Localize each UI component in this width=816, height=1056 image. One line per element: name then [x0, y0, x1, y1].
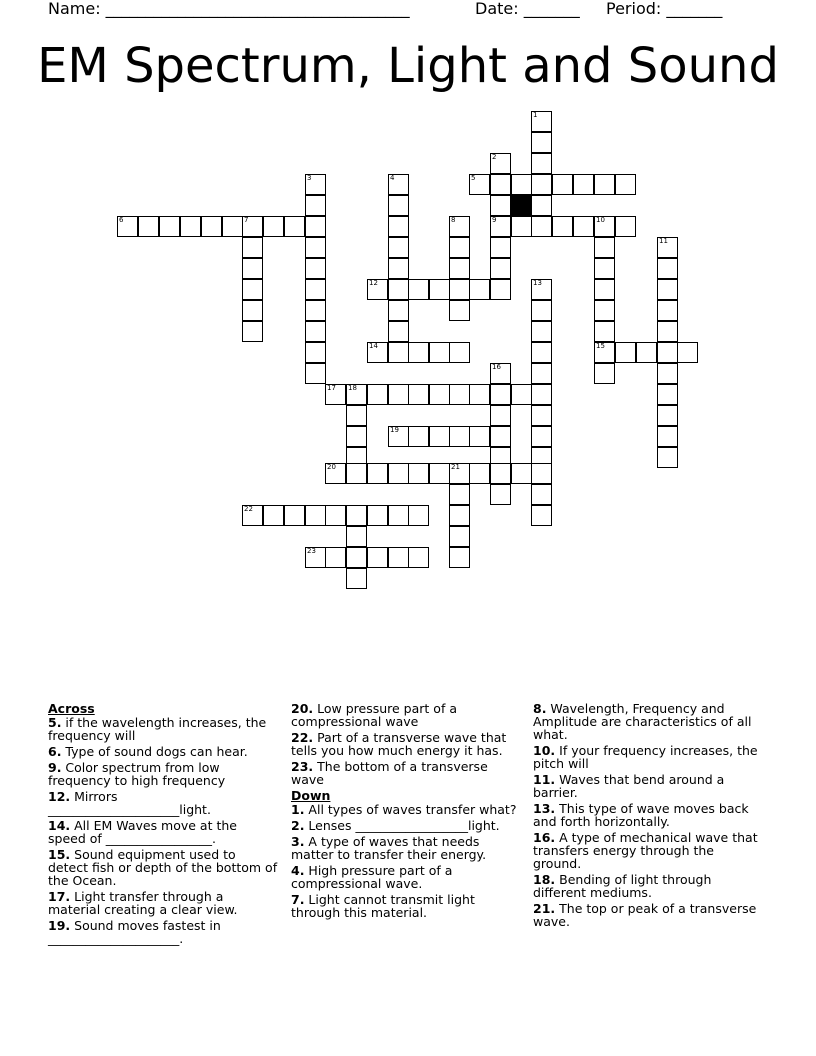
grid-cell[interactable]: [429, 463, 450, 484]
grid-cell[interactable]: [388, 463, 409, 484]
clue-number: 12.: [48, 789, 71, 804]
clue-number: 9.: [48, 760, 62, 775]
down-clue: [533, 831, 763, 870]
grid-cell[interactable]: [180, 216, 201, 237]
grid-cell[interactable]: [305, 279, 326, 300]
grid-cell[interactable]: [636, 342, 657, 363]
down-clue: [533, 802, 763, 828]
grid-cell[interactable]: [657, 279, 678, 300]
grid-cell[interactable]: [531, 426, 552, 447]
grid-cell[interactable]: [305, 321, 326, 342]
cell-number: 19: [390, 426, 399, 434]
grid-cell[interactable]: [408, 342, 429, 363]
grid-cell[interactable]: [449, 526, 470, 547]
clues-column-3: [533, 702, 763, 931]
cell-number: 5: [471, 174, 476, 182]
clue-number: 10.: [533, 743, 556, 758]
clue-text: Low pressure part of a compressional wave: [291, 701, 457, 729]
clues-column-2: [291, 702, 521, 922]
grid-cell[interactable]: [594, 321, 615, 342]
clue-text: A type of mechanical wave that transfers energy through the ground.: [533, 830, 758, 871]
grid-cell[interactable]: [449, 384, 470, 405]
grid-cell[interactable]: [367, 384, 388, 405]
down-clue: [291, 803, 521, 816]
grid-cell[interactable]: [531, 216, 552, 237]
date-field[interactable]: Date: _______: [475, 0, 580, 18]
grid-cell[interactable]: [657, 258, 678, 279]
grid-cell[interactable]: [531, 405, 552, 426]
grid-cell[interactable]: [305, 300, 326, 321]
grid-cell[interactable]: [429, 342, 450, 363]
clue-number: 8.: [533, 701, 547, 716]
grid-cell[interactable]: [490, 405, 511, 426]
grid-cell[interactable]: [490, 279, 511, 300]
grid-cell[interactable]: [242, 300, 263, 321]
grid-cell[interactable]: [511, 216, 532, 237]
cell-number: 20: [327, 463, 336, 471]
across-clue: [48, 745, 278, 758]
clue-text: Lenses __________________light.: [304, 818, 500, 833]
grid-cell[interactable]: [305, 342, 326, 363]
page-title: EM Spectrum, Light and Sound: [37, 38, 779, 94]
grid-cell[interactable]: [449, 258, 470, 279]
grid-cell[interactable]: [552, 174, 573, 195]
grid-cell[interactable]: [284, 216, 305, 237]
grid-cell[interactable]: [388, 505, 409, 526]
clue-number: 15.: [48, 847, 71, 862]
clue-number: 23.: [291, 759, 314, 774]
across-clue: [48, 848, 278, 887]
grid-cell[interactable]: [677, 342, 698, 363]
clue-number: 2.: [291, 818, 305, 833]
grid-cell[interactable]: [531, 505, 552, 526]
grid-cell[interactable]: [594, 279, 615, 300]
grid-cell[interactable]: [263, 216, 284, 237]
clue-number: 13.: [533, 801, 556, 816]
clue-text: Light transfer through a material creating a clear view.: [48, 889, 238, 917]
grid-cell[interactable]: [594, 300, 615, 321]
down-clue: [533, 773, 763, 799]
grid-cell[interactable]: [408, 384, 429, 405]
grid-cell[interactable]: [305, 216, 326, 237]
grid-cell[interactable]: [531, 363, 552, 384]
clue-text: The top or peak of a transverse wave.: [533, 901, 757, 929]
cell-number: 3: [307, 174, 312, 182]
clue-number: 3.: [291, 834, 305, 849]
grid-cell[interactable]: [490, 258, 511, 279]
cell-number: 22: [244, 505, 253, 513]
grid-cell[interactable]: [615, 174, 636, 195]
grid-cell[interactable]: [429, 384, 450, 405]
cell-number: 10: [596, 216, 605, 224]
across-clue: [48, 790, 278, 816]
grid-cell[interactable]: [511, 384, 532, 405]
grid-cell[interactable]: [490, 195, 511, 216]
grid-cell[interactable]: [242, 279, 263, 300]
clue-number: 14.: [48, 818, 71, 833]
grid-cell[interactable]: [367, 547, 388, 568]
grid-cell[interactable]: [531, 132, 552, 153]
grid-cell[interactable]: [573, 174, 594, 195]
clue-number: 4.: [291, 863, 305, 878]
grid-cell[interactable]: [305, 195, 326, 216]
grid-cell[interactable]: [657, 342, 678, 363]
grid-cell[interactable]: [490, 237, 511, 258]
grid-cell[interactable]: [408, 279, 429, 300]
across-clue: [291, 731, 521, 757]
grid-cell[interactable]: [346, 426, 367, 447]
clue-number: 22.: [291, 730, 314, 745]
grid-cell[interactable]: [449, 426, 470, 447]
grid-cell[interactable]: [531, 195, 552, 216]
grid-cell[interactable]: [346, 547, 367, 568]
grid-cell[interactable]: [490, 426, 511, 447]
grid-cell[interactable]: [469, 279, 490, 300]
grid-cell[interactable]: [346, 463, 367, 484]
clue-text: Bending of light through different mediums.: [533, 872, 712, 900]
cell-number: 13: [533, 279, 542, 287]
cell-number: 18: [348, 384, 357, 392]
grid-cell[interactable]: [657, 384, 678, 405]
grid-cell[interactable]: [531, 342, 552, 363]
clue-text: Light cannot transmit light through this material.: [291, 892, 475, 920]
grid-cell[interactable]: [388, 547, 409, 568]
clue-number: 7.: [291, 892, 305, 907]
grid-cell[interactable]: [138, 216, 159, 237]
clue-text: Type of sound dogs can hear.: [61, 744, 248, 759]
grid-cell[interactable]: [449, 484, 470, 505]
down-clue: [291, 819, 521, 832]
clue-text: Wavelength, Frequency and Amplitude are characteristics of all what.: [533, 701, 752, 742]
grid-cell[interactable]: [657, 321, 678, 342]
grid-cell[interactable]: [657, 426, 678, 447]
grid-cell[interactable]: [346, 568, 367, 589]
down-clue: [533, 902, 763, 928]
clue-text: Color spectrum from low frequency to high frequency: [48, 760, 226, 788]
across-clue: [48, 890, 278, 916]
down-clue: [291, 864, 521, 890]
grid-cell[interactable]: [657, 363, 678, 384]
grid-cell[interactable]: [284, 505, 305, 526]
cell-number: 17: [327, 384, 336, 392]
across-heading: Across: [48, 701, 95, 716]
clue-text: if the wavelength increases, the frequency will: [48, 715, 267, 743]
clue-number: 17.: [48, 889, 71, 904]
grid-cell[interactable]: [305, 237, 326, 258]
grid-cell[interactable]: [449, 300, 470, 321]
clues-column-1: [48, 702, 278, 948]
clue-text: The bottom of a transverse wave: [291, 759, 488, 787]
grid-cell[interactable]: [325, 547, 346, 568]
grid-cell[interactable]: [573, 216, 594, 237]
grid-cell[interactable]: [305, 505, 326, 526]
grid-cell[interactable]: [346, 405, 367, 426]
grid-cell[interactable]: [449, 505, 470, 526]
cell-number: 8: [451, 216, 456, 224]
grid-cell[interactable]: [367, 463, 388, 484]
cell-number: 15: [596, 342, 605, 350]
down-heading: Down: [291, 788, 331, 803]
grid-cell[interactable]: [388, 321, 409, 342]
grid-cell[interactable]: [305, 258, 326, 279]
grid-cell[interactable]: [490, 463, 511, 484]
grid-cell[interactable]: [388, 237, 409, 258]
grid-cell[interactable]: [263, 505, 284, 526]
grid-cell[interactable]: [346, 505, 367, 526]
grid-cell[interactable]: [388, 279, 409, 300]
grid-cell[interactable]: [388, 258, 409, 279]
grid-cell[interactable]: [469, 426, 490, 447]
cell-number: 6: [119, 216, 124, 224]
clue-number: 18.: [533, 872, 556, 887]
grid-cell[interactable]: [594, 174, 615, 195]
grid-cell[interactable]: [511, 174, 532, 195]
grid-cell[interactable]: [346, 526, 367, 547]
across-clue: [291, 702, 521, 728]
grid-cell[interactable]: [388, 300, 409, 321]
grid-black-cell: [511, 195, 532, 216]
down-clue: [291, 893, 521, 919]
clue-number: 6.: [48, 744, 62, 759]
grid-cell[interactable]: [511, 463, 532, 484]
clue-text: Sound moves fastest in _____________________.: [48, 918, 221, 946]
grid-cell[interactable]: [531, 384, 552, 405]
clue-text: All types of waves transfer what?: [304, 802, 517, 817]
grid-cell[interactable]: [222, 216, 243, 237]
name-field[interactable]: Name: ______________________________________: [48, 0, 410, 18]
clue-number: 16.: [533, 830, 556, 845]
clue-number: 20.: [291, 701, 314, 716]
grid-cell[interactable]: [429, 426, 450, 447]
grid-cell[interactable]: [594, 258, 615, 279]
grid-cell[interactable]: [657, 405, 678, 426]
grid-cell[interactable]: [305, 363, 326, 384]
clue-number: 5.: [48, 715, 62, 730]
grid-cell[interactable]: [388, 216, 409, 237]
across-clue: [291, 760, 521, 786]
grid-cell[interactable]: [408, 547, 429, 568]
across-clue: [48, 819, 278, 845]
clue-number: 19.: [48, 918, 71, 933]
period-field[interactable]: Period: _______: [606, 0, 723, 18]
grid-cell[interactable]: [201, 216, 222, 237]
cell-number: 21: [451, 463, 460, 471]
grid-cell[interactable]: [388, 342, 409, 363]
clue-text: High pressure part of a compressional wave.: [291, 863, 453, 891]
grid-cell[interactable]: [594, 363, 615, 384]
down-clue: [533, 744, 763, 770]
across-clue: [48, 919, 278, 945]
grid-cell[interactable]: [531, 321, 552, 342]
grid-cell[interactable]: [594, 237, 615, 258]
cell-number: 4: [390, 174, 395, 182]
clue-text: Mirrors _____________________light.: [48, 789, 211, 817]
grid-cell[interactable]: [429, 279, 450, 300]
grid-cell[interactable]: [531, 463, 552, 484]
clue-number: 1.: [291, 802, 305, 817]
grid-cell[interactable]: [531, 153, 552, 174]
clue-text: If your frequency increases, the pitch will: [533, 743, 758, 771]
grid-cell[interactable]: [367, 505, 388, 526]
across-clue: [48, 716, 278, 742]
grid-cell[interactable]: [449, 237, 470, 258]
grid-cell[interactable]: [449, 342, 470, 363]
grid-cell[interactable]: [449, 279, 470, 300]
cell-number: 7: [244, 216, 249, 224]
grid-cell[interactable]: [490, 384, 511, 405]
grid-cell[interactable]: [242, 237, 263, 258]
down-clue: [291, 835, 521, 861]
grid-cell[interactable]: [531, 174, 552, 195]
clue-text: A type of waves that needs matter to transfer their energy.: [291, 834, 487, 862]
clue-text: Part of a transverse wave that tells you how much energy it has.: [291, 730, 507, 758]
down-clue: [533, 702, 763, 741]
across-clue: [48, 761, 278, 787]
clue-text: Sound equipment used to detect fish or depth of the bottom of the Ocean.: [48, 847, 278, 888]
grid-cell[interactable]: [469, 384, 490, 405]
clue-number: 21.: [533, 901, 556, 916]
grid-cell[interactable]: [159, 216, 180, 237]
cell-number: 12: [369, 279, 378, 287]
grid-cell[interactable]: [449, 547, 470, 568]
grid-cell[interactable]: [408, 426, 429, 447]
cell-number: 9: [492, 216, 497, 224]
grid-cell[interactable]: [388, 195, 409, 216]
grid-cell[interactable]: [242, 258, 263, 279]
grid-cell[interactable]: [552, 216, 573, 237]
cell-number: 11: [659, 237, 668, 245]
grid-cell[interactable]: [325, 505, 346, 526]
grid-cell[interactable]: [531, 300, 552, 321]
clue-text: All EM Waves move at the speed of _________________.: [48, 818, 237, 846]
clue-number: 11.: [533, 772, 556, 787]
cell-number: 23: [307, 547, 316, 555]
down-clue: [533, 873, 763, 899]
grid-cell[interactable]: [657, 447, 678, 468]
grid-cell[interactable]: [615, 342, 636, 363]
grid-cell[interactable]: [657, 300, 678, 321]
clue-text: Waves that bend around a barrier.: [533, 772, 725, 800]
grid-cell[interactable]: [469, 463, 490, 484]
clue-text: This type of wave moves back and forth horizontally.: [533, 801, 749, 829]
cell-number: 16: [492, 363, 501, 371]
grid-cell[interactable]: [490, 484, 511, 505]
cell-number: 14: [369, 342, 378, 350]
cell-number: 2: [492, 153, 497, 161]
grid-cell[interactable]: [408, 463, 429, 484]
grid-cell[interactable]: [408, 505, 429, 526]
grid-cell[interactable]: [388, 384, 409, 405]
cell-number: 1: [533, 111, 538, 119]
grid-cell[interactable]: [531, 484, 552, 505]
grid-cell[interactable]: [490, 174, 511, 195]
grid-cell[interactable]: [242, 321, 263, 342]
grid-cell[interactable]: [615, 216, 636, 237]
